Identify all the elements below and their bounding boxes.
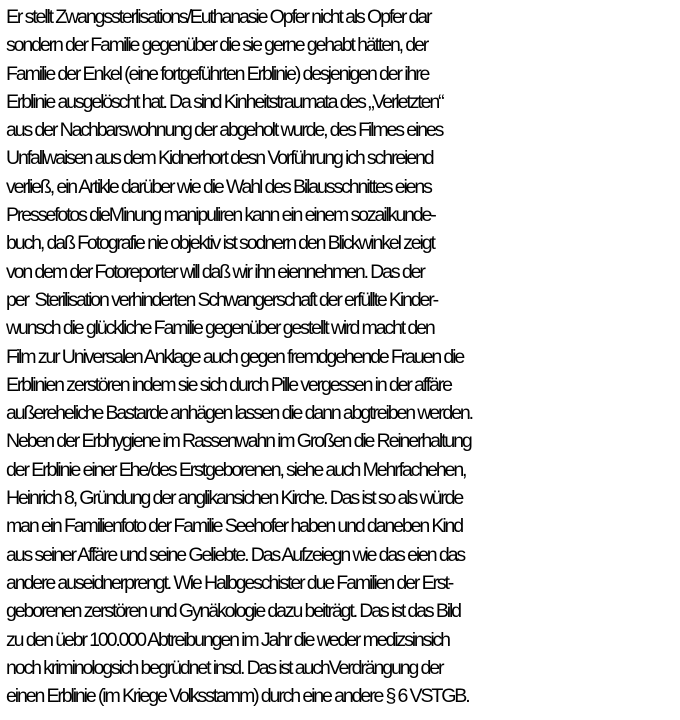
text-line: Er stellt Zwangssterlisations/Euthanasie Opfer nicht als Opfer dar <box>6 6 431 28</box>
text-line: von dem der Fotoreporter will daß wir ihn eiennehmen. Das der <box>6 260 424 283</box>
text-line: zu den üebr 100.000 Abtreibungen im Jahr die weder medizsinsich <box>6 628 449 651</box>
text-line: der Erblinie einer Ehe/des Erstgeborenen, siehe auch Mehrfachehen, <box>6 458 466 481</box>
text-line: per Sterilisation verhinderten Schwangerschaft der erfüllte Kinder- <box>6 288 438 311</box>
text-line: aus der Nachbarswohnung der abgeholt wurde, des Filmes eines <box>6 119 443 142</box>
text-line: Neben der Erbhygiene im Rassenwahn im Großen die Reinerhaltung <box>6 430 471 453</box>
text-line: Heinrich 8, Gründung der anglikansichen Kirche. Das ist so als würde <box>6 487 463 510</box>
text-line: Erblinien zerstören indem sie sich durch Pille vergessen in der affäre <box>6 373 451 396</box>
text-line: Pressefotos dieMinung manipuliren kann ein einem sozailkunde- <box>6 204 435 227</box>
text-line: Erblinie ausgelöscht hat. Da sind Kinheitstraumata des „Verletzten“ <box>6 90 443 113</box>
text-line: Film zur Universalen Anklage auch gegen fremdgehende Frauen die <box>6 345 464 368</box>
text-line: Unfallwaisen aus dem Kidnerhort desn Vorführung ich schreiend <box>6 147 433 170</box>
text-line: außereheliche Bastarde anhägen lassen die dann abgtreiben werden. <box>6 402 472 425</box>
text-line: aus seiner Affäre und seine Geliebte. Das Aufzeiegn wie das eien das <box>6 543 464 566</box>
text-line: man ein Familienfoto der Familie Seehofer haben und daneben Kind <box>6 515 463 538</box>
text-line: einen Erblinie (im Kriege Volksstamm) durch eine andere § 6 VSTGB. <box>6 685 469 708</box>
text-line: verließ, ein Artikle darüber wie die Wahl des Bilausschnittes eiens <box>6 175 431 198</box>
text-line: sondern der Familie gegenüber die sie gerne gehabt hätten, der <box>6 34 428 57</box>
text-line: geborenen zerstören und Gynäkologie dazu beiträgt. Das ist das Bild <box>6 600 460 623</box>
text-line: wunsch die glückliche Familie gegenüber gestellt wird macht den <box>6 317 434 340</box>
text-line: andere auseidnerprengt. Wie Halbgeschister due Familien der Erst- <box>6 571 453 594</box>
text-line: Familie der Enkel (eine fortgeführten Erblinie) desjenigen der ihre <box>6 62 429 85</box>
body-text <box>6 3 678 710</box>
text-line: noch kriminologsich begrüdnet insd. Das ist auchVerdrängung der <box>6 656 443 679</box>
text-line: buch, daß Fotografie nie objektiv ist sodnern den Blickwinkel zeigt <box>6 232 434 255</box>
